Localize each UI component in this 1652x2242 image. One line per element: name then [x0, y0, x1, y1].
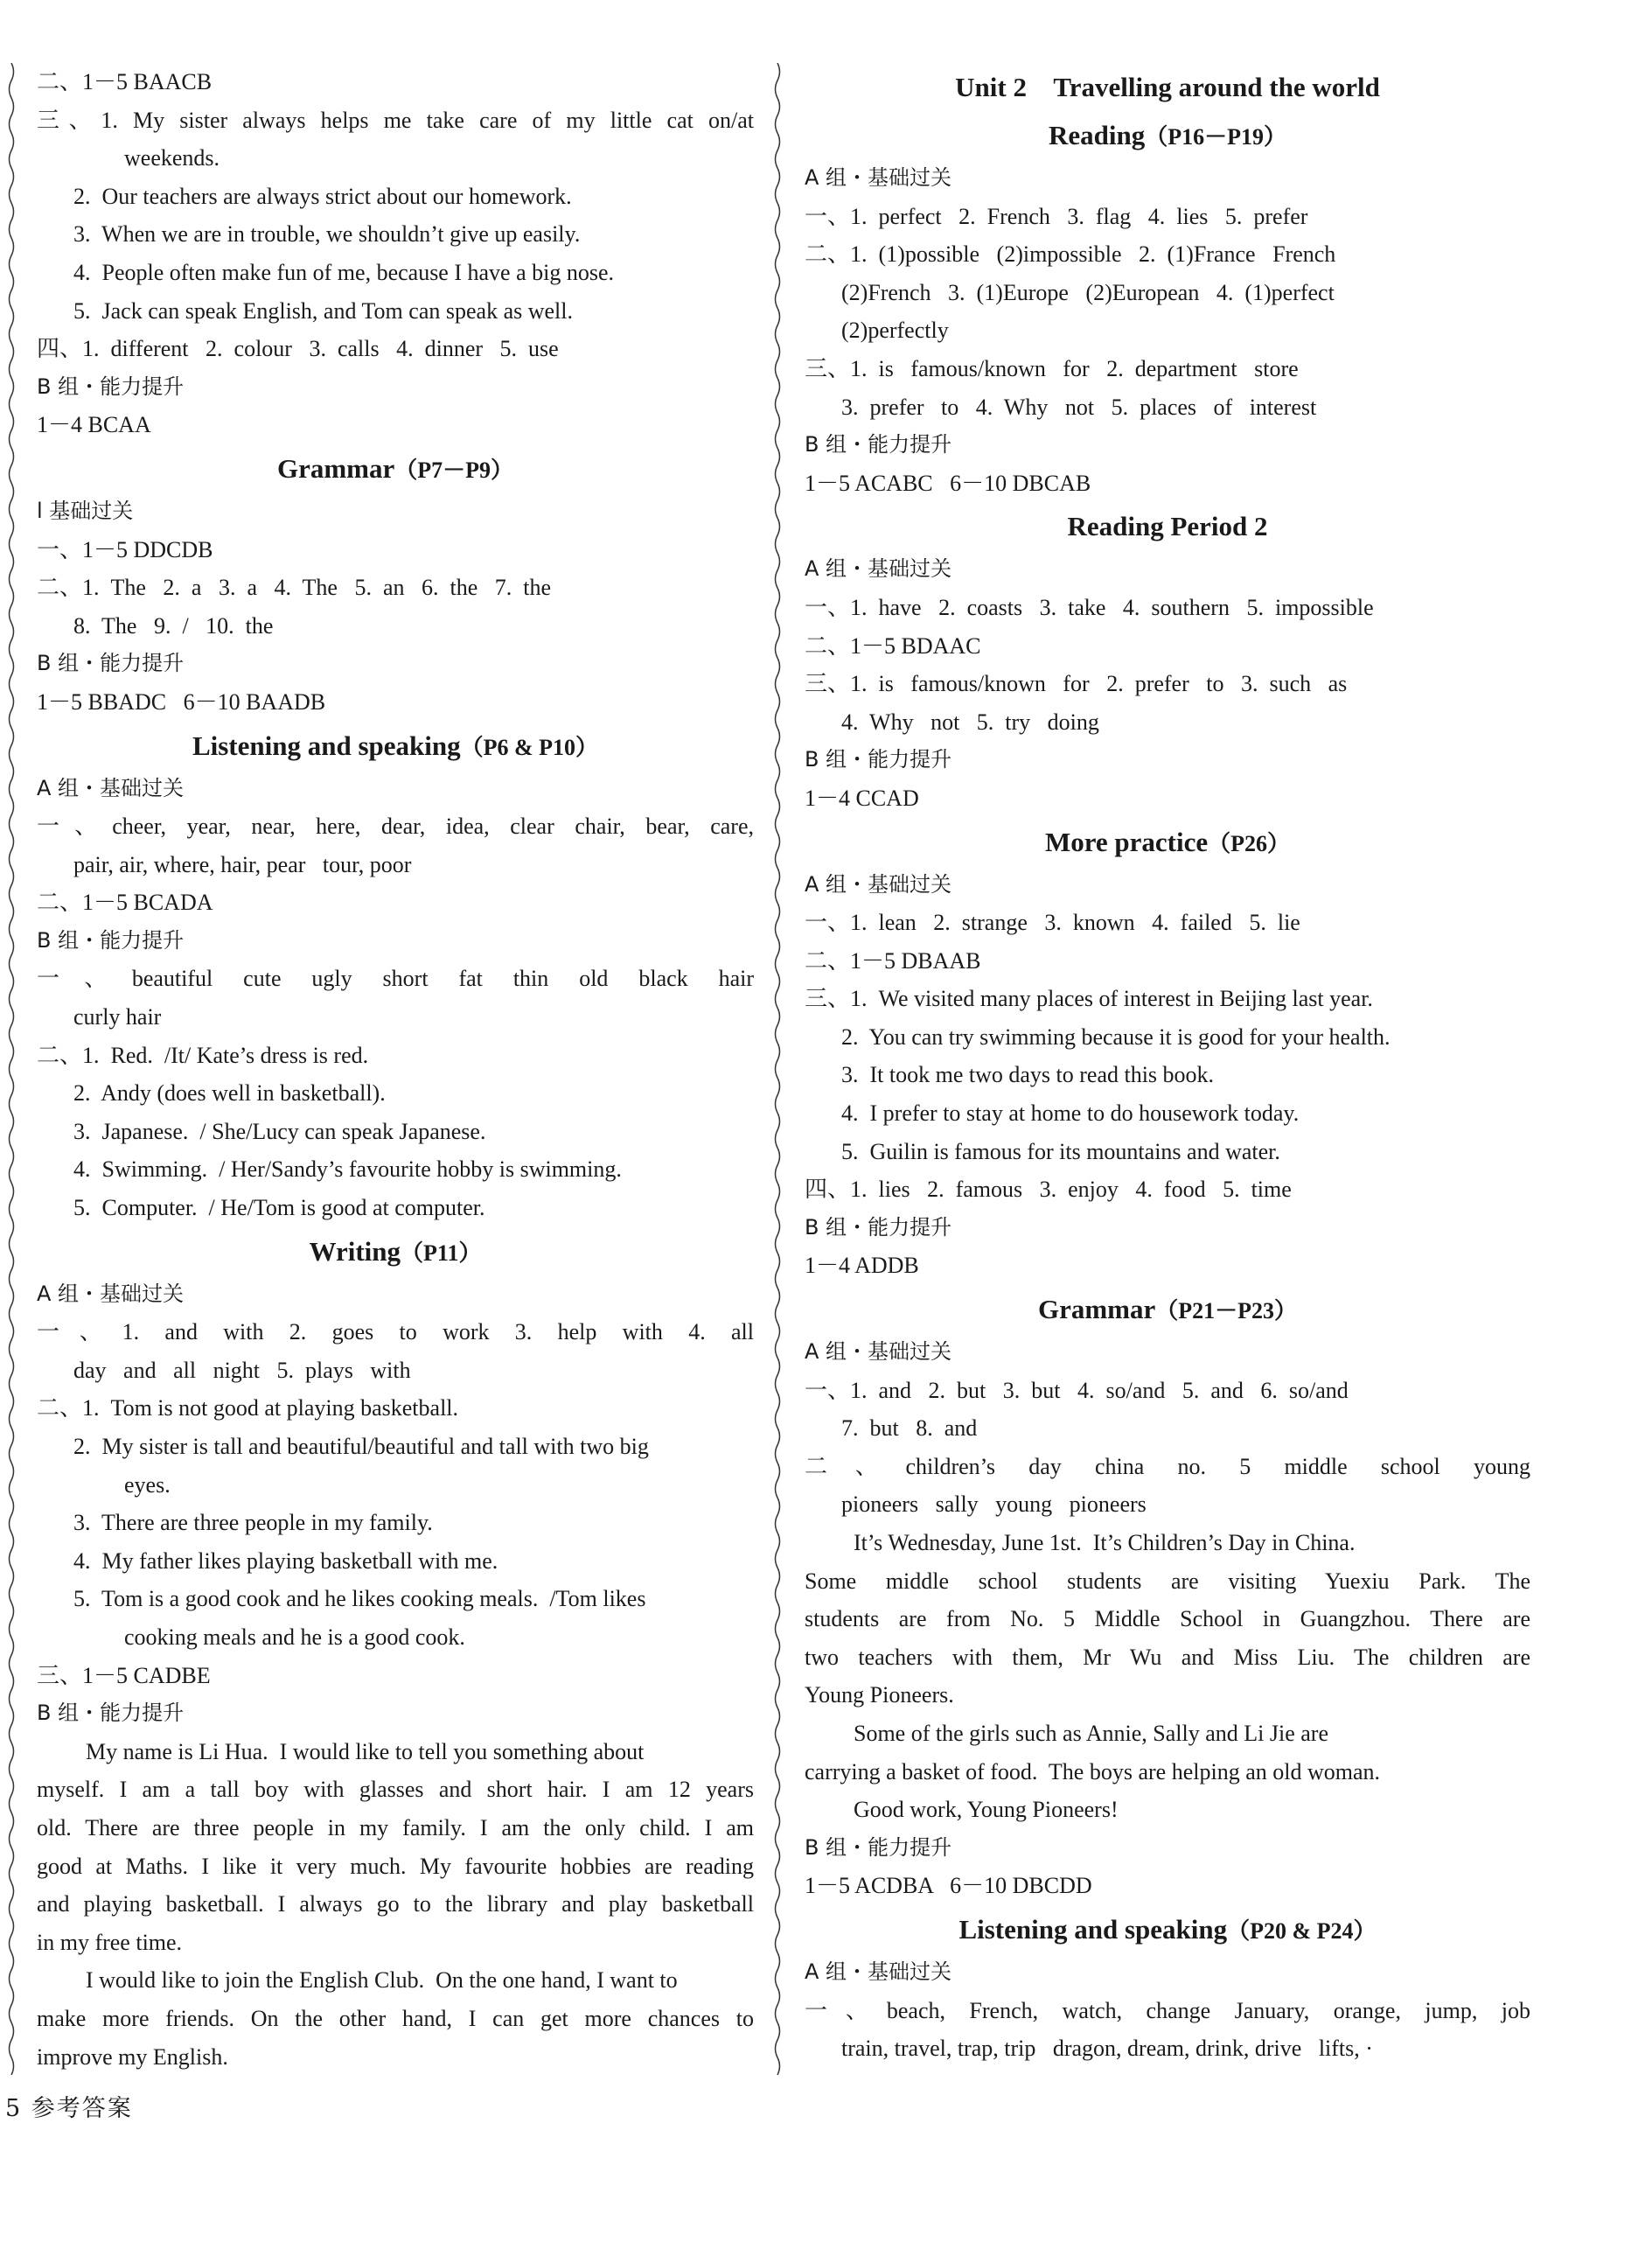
answer-line: 一、1－5 DDCDB: [37, 536, 213, 562]
group-label: A 组・基础过关: [805, 1959, 952, 1984]
answer-line: 一、1. and with 2. goes to work 3. help with 4. all: [37, 1319, 754, 1345]
answer-line: 一、beautiful cute ugly short fat thin old black hair: [37, 966, 754, 992]
section-heading: [805, 111, 1530, 159]
answer-line: (2)French 3. (1)Europe (2)European 4. (1)perfect: [841, 279, 1335, 305]
group-label: B 组・能力提升: [805, 432, 952, 457]
answer-line: 1－4 CCAD: [805, 785, 919, 811]
answer-line: 1－5 ACDBA 6－10 DBCDD: [805, 1873, 1092, 1899]
answer-line: eyes.: [124, 1471, 171, 1498]
answer-line: cooking meals and he is a good cook.: [124, 1624, 465, 1650]
group-label: B 组・能力提升: [37, 1701, 185, 1726]
answer-line: 4. People often make fun of me, because I have a big nose.: [73, 259, 615, 285]
group-label: B 组・能力提升: [805, 747, 952, 772]
section-heading-title: Writing: [309, 1235, 401, 1267]
group-label: B 组・能力提升: [805, 1214, 952, 1240]
section-heading-title: Reading Period 2: [1067, 511, 1268, 542]
answer-line: 一、1. have 2. coasts 3. take 4. southern 5. impossible: [805, 594, 1374, 620]
answer-line: 一、1. perfect 2. French 3. flag 4. lies 5. prefer: [805, 203, 1308, 229]
answer-line: 4. Swimming. / Her/Sandy’s favourite hobby is swimming.: [73, 1156, 622, 1183]
answer-line: 三、1. My sister always helps me take care of my little cat on/at: [37, 107, 754, 133]
answer-line: 3. There are three people in my family.: [73, 1510, 433, 1536]
section-heading-pages: （P16－P19）: [1145, 124, 1286, 150]
answer-line: (2)perfectly: [841, 318, 949, 344]
section-heading-pages: （P7－P9）: [394, 457, 514, 483]
answer-line: 三、1－5 CADBE: [37, 1662, 211, 1688]
answer-line: 二、children’s day china no. 5 middle school young: [805, 1453, 1530, 1479]
answer-line: carrying a basket of food. The boys are helping an old woman.: [805, 1758, 1380, 1785]
answer-line: 5. Jack can speak English, and Tom can speak as well.: [73, 297, 573, 324]
answer-line: Good work, Young Pioneers!: [854, 1797, 1119, 1823]
group-label: A 组・基础过关: [805, 871, 952, 897]
section-heading-title: Grammar: [1037, 1294, 1156, 1325]
section-heading-title: Listening and speaking: [958, 1913, 1228, 1945]
answer-line: 3. prefer to 4. Why not 5. places of interest: [841, 394, 1317, 420]
answer-line: My name is Li Hua. I would like to tell you something about: [86, 1738, 645, 1764]
section-heading-title: Reading: [1048, 120, 1146, 150]
answer-line: 3. Japanese. / She/Lucy can speak Japanese.: [73, 1118, 486, 1144]
section-heading: [37, 1227, 754, 1275]
answer-line: pair, air, where, hair, pear tour, poor: [73, 851, 412, 877]
answer-line: 二、1－5 BAACB: [37, 69, 213, 94]
answer-line: 4. My father likes playing basketball with me.: [73, 1547, 498, 1574]
wavy-divider-left: [7, 63, 16, 2075]
answer-line: 8. The 9. / 10. the: [73, 612, 274, 639]
answer-line: 一、1. and 2. but 3. but 4. so/and 5. and 6. so/and: [805, 1377, 1349, 1403]
answer-line: 四、1. different 2. colour 3. calls 4. dinner 5. use: [37, 336, 559, 362]
answer-line: improve my English.: [37, 2043, 228, 2070]
answer-line: day and all night 5. plays with: [73, 1357, 411, 1383]
section-heading: [805, 502, 1530, 550]
section-heading-pages: （P21－P23）: [1155, 1298, 1298, 1324]
section-heading: [805, 63, 1530, 111]
group-label: A 组・基础过关: [805, 556, 952, 582]
answer-line: 5. Computer. / He/Tom is good at computer.: [73, 1195, 485, 1221]
answer-line: 3. When we are in trouble, we shouldn’t give up easily.: [73, 221, 581, 248]
section-heading: [37, 722, 754, 770]
group-label: A 组・基础过关: [805, 165, 952, 190]
page-footer: [5, 2089, 133, 2123]
answer-line: 一、cheer, year, near, here, dear, idea, clear chair, bear, care,: [37, 814, 754, 840]
answer-line: 二、1－5 BDAAC: [805, 632, 981, 659]
group-label: B 组・能力提升: [37, 374, 185, 399]
answer-line: 2. You can try swimming because it is good for your health.: [841, 1023, 1391, 1050]
right-column: [805, 63, 1530, 2068]
section-heading-pages: （P20 & P24）: [1227, 1917, 1377, 1944]
answer-line: 三、1. is famous/known for 2. department store: [805, 355, 1299, 381]
answer-line: 二、1. Red. /It/ Kate’s dress is red.: [37, 1042, 369, 1068]
answer-line: 二、1－5 DBAAB: [805, 947, 981, 974]
answer-line: Some middle school students are visiting Yuexiu Park. The: [805, 1568, 1530, 1594]
footer-title: 参考答案: [31, 2095, 133, 2122]
group-label: l 基础过关: [37, 498, 134, 523]
answer-line: 三、1. is famous/known for 2. prefer to 3. such as: [805, 671, 1348, 697]
section-heading: [805, 1285, 1530, 1333]
section-heading-title: Listening and speaking: [192, 730, 461, 761]
answer-line: 1－4 ADDB: [805, 1253, 919, 1279]
answer-line: weekends.: [124, 145, 220, 171]
answer-line: 1－5 ACABC 6－10 DBCAB: [805, 470, 1091, 496]
answer-line: Some of the girls such as Annie, Sally and Li Jie are: [854, 1720, 1329, 1746]
group-label: A 组・基础过关: [37, 775, 185, 800]
answer-line: 四、1. lies 2. famous 3. enjoy 4. food 5. time: [805, 1177, 1292, 1203]
left-column: [37, 63, 754, 2076]
answer-line: pioneers sally young pioneers: [841, 1491, 1147, 1518]
section-heading-pages: （P11）: [401, 1240, 482, 1266]
answer-line: 1－5 BBADC 6－10 BAADB: [37, 688, 326, 715]
section-heading: [805, 1905, 1530, 1953]
answer-line: 7. but 8. and: [841, 1415, 978, 1442]
group-label: A 组・基础过关: [37, 1281, 185, 1306]
wavy-divider-center: [773, 63, 782, 2075]
answer-line: 二、1. (1)possible (2)impossible 2. (1)France French: [805, 241, 1336, 268]
section-heading: [805, 818, 1530, 866]
answer-line: 2. My sister is tall and beautiful/beautiful and tall with two big: [73, 1434, 649, 1459]
answer-line: 三、1. We visited many places of interest in Beijing last year.: [805, 986, 1373, 1012]
group-label: B 组・能力提升: [37, 651, 185, 676]
answer-line: 4. I prefer to stay at home to do housework today.: [841, 1100, 1300, 1127]
group-label: A 组・基础过关: [805, 1339, 952, 1365]
answer-line: 3. It took me two days to read this book.: [841, 1062, 1215, 1088]
section-heading-pages: （P6 & P10）: [460, 734, 599, 760]
section-heading: [37, 444, 754, 492]
answer-line: 二、1－5 BCADA: [37, 890, 213, 916]
section-heading-pages: （P26）: [1208, 830, 1291, 856]
answer-line: curly hair: [73, 1004, 162, 1030]
answer-line: I would like to join the English Club. On the one hand, I want to: [86, 1967, 678, 1994]
answer-line: old. There are three people in my family. I am the only child. I am: [37, 1814, 754, 1840]
answer-line: 一、1. lean 2. strange 3. known 4. failed 5. lie: [805, 910, 1300, 936]
section-heading-title: Unit 2 Travelling around the world: [955, 72, 1380, 102]
answer-line: It’s Wednesday, June 1st. It’s Children’s Day in China.: [854, 1530, 1356, 1555]
answer-line: 二、1. Tom is not good at playing basketball.: [37, 1395, 459, 1421]
group-label: B 组・能力提升: [37, 927, 185, 953]
page-number: 5: [5, 2095, 23, 2122]
group-label: B 组・能力提升: [805, 1834, 952, 1860]
answer-line: 一、beach, French, watch, change January, orange, jump, job: [805, 1997, 1530, 2023]
answer-line: 1－4 BCAA: [37, 412, 151, 438]
answer-line: make more friends. On the other hand, I can get more chances to: [37, 2005, 754, 2031]
answer-line: 5. Guilin is famous for its mountains and water.: [841, 1138, 1280, 1164]
answer-line: in my free time.: [37, 1929, 183, 1955]
answer-line: two teachers with them, Mr Wu and Miss Liu. The children are: [805, 1644, 1530, 1670]
answer-line: 5. Tom is a good cook and he likes cooking meals. /Tom likes: [73, 1586, 646, 1612]
answer-line: 2. Andy (does well in basketball).: [73, 1080, 386, 1107]
section-heading-title: Grammar: [276, 452, 395, 484]
answer-line: train, travel, trap, trip dragon, dream, drink, drive lifts, ·: [841, 2036, 1373, 2062]
answer-line: myself. I am a tall boy with glasses and short hair. I am 12 years: [37, 1777, 754, 1803]
answer-line: Young Pioneers.: [805, 1682, 954, 1708]
answer-line: good at Maths. I like it very much. My favourite hobbies are reading: [37, 1853, 754, 1879]
answer-line: 4. Why not 5. try doing: [841, 709, 1099, 735]
answer-line: 2. Our teachers are always strict about our homework.: [73, 183, 572, 209]
answer-line: students are from No. 5 Middle School in Guangzhou. There are: [805, 1606, 1530, 1632]
answer-line: 二、1. The 2. a 3. a 4. The 5. an 6. the 7. the: [37, 575, 552, 601]
section-heading-title: More practice: [1044, 826, 1209, 857]
answer-line: and playing basketball. I always go to the library and play basketball: [37, 1891, 754, 1917]
